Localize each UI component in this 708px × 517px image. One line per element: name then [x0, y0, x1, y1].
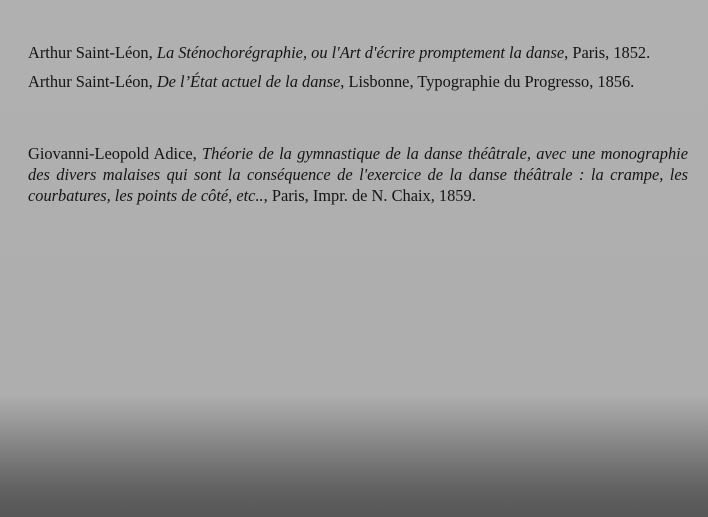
reference-title: La Sténochorégraphie, ou l'Art d'écrire promptement la danse — [156, 43, 565, 62]
bibliography — [28, 42, 688, 206]
reference-entry — [28, 143, 688, 206]
reference-entry — [28, 71, 688, 92]
reference-author: Arthur Saint-Léon, — [28, 43, 157, 62]
reference-title: Théorie de la gymnastique de la danse théâtrale, avec une monographie des divers malaises qui sont la conséquence de l'exercice de la danse théâtrale : la crampe, les courbatures, les points de côté, etc.. — [28, 144, 688, 205]
reference-title: De l’État actuel de la danse — [156, 72, 341, 91]
reference-publication: , Paris, Impr. de N. Chaix, 1859. — [263, 186, 476, 205]
reference-author: Giovanni-Leopold Adice, — [28, 144, 203, 163]
reference-author: Arthur Saint-Léon, — [28, 72, 157, 91]
reference-entry — [28, 42, 688, 63]
reference-publication: , Lisbonne, Typographie du Progresso, 1856. — [340, 72, 635, 91]
reference-publication: , Paris, 1852. — [564, 43, 651, 62]
